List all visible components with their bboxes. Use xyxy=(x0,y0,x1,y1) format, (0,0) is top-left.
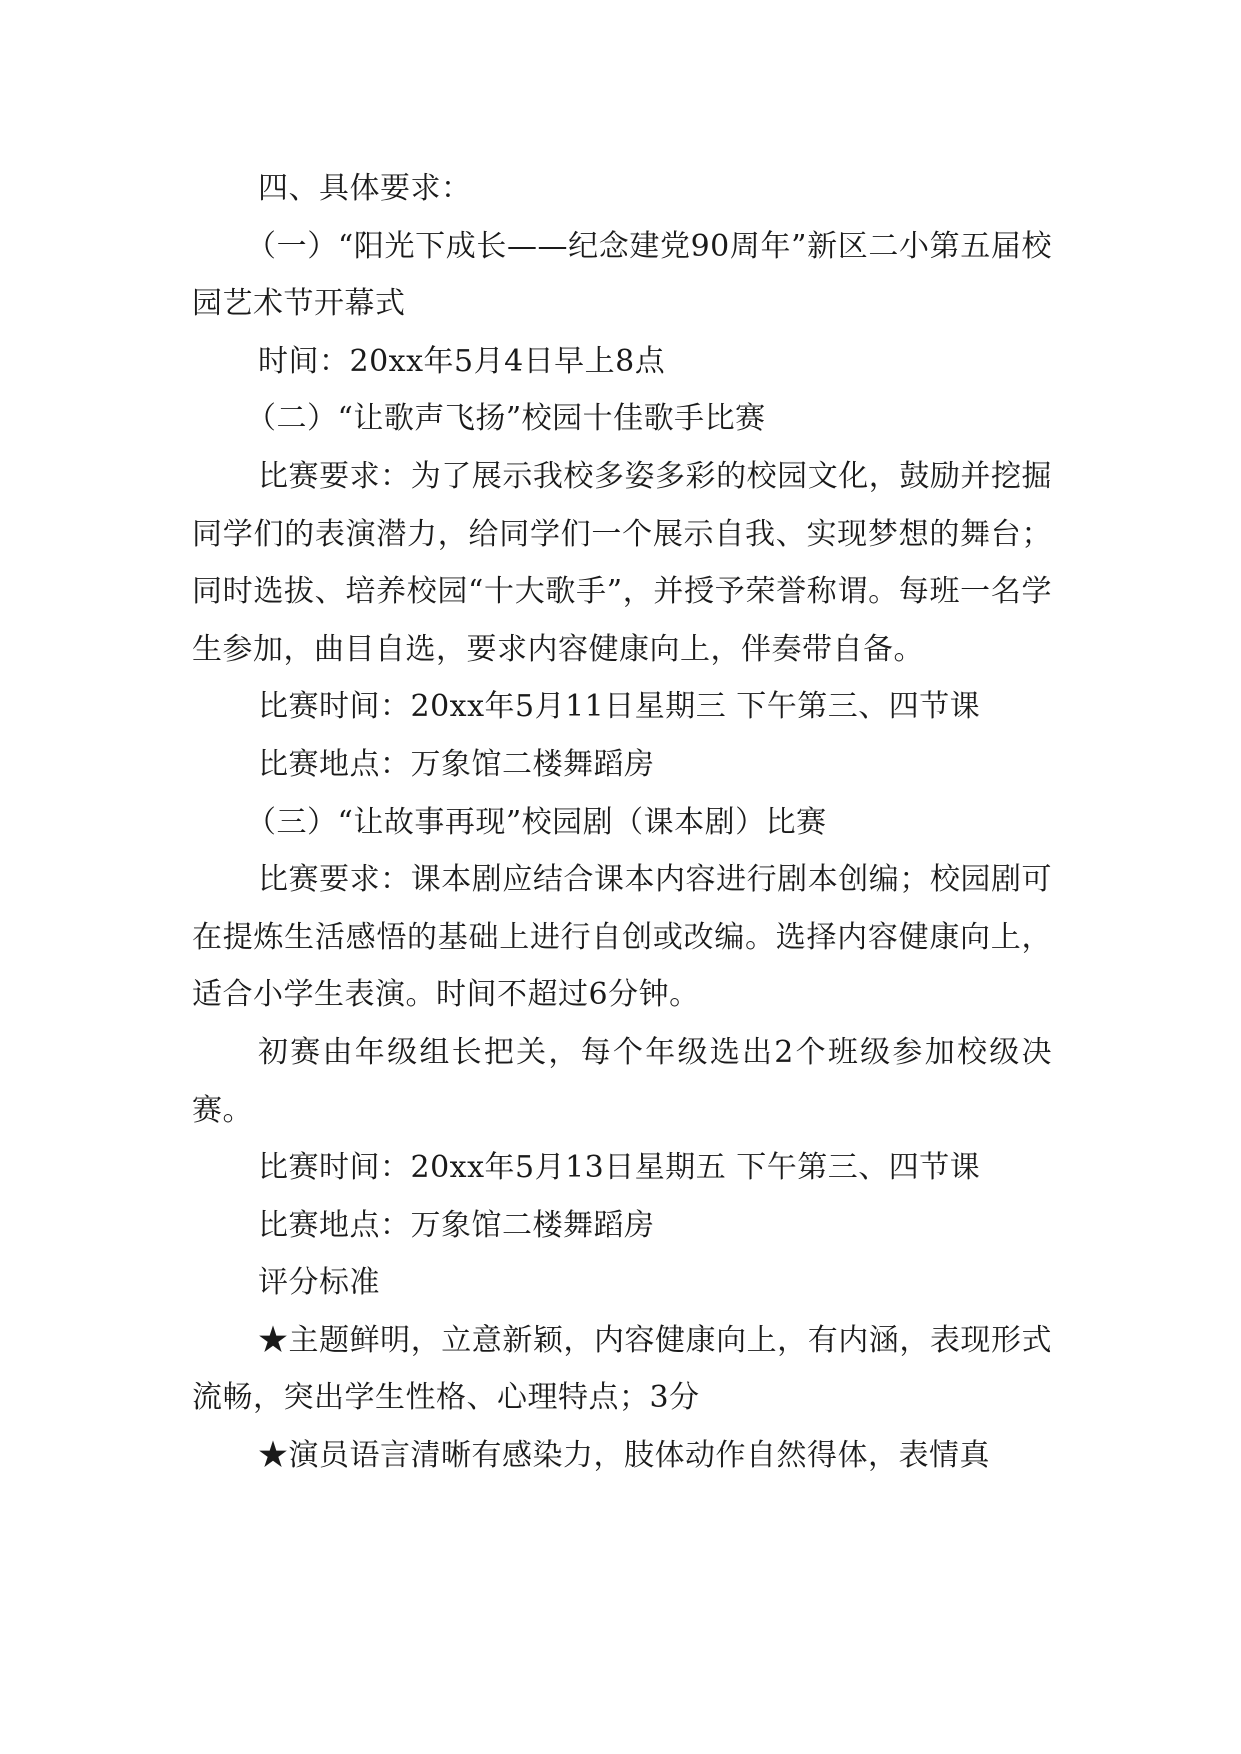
paragraph: 初赛由年级组长把关，每个年级选出2个班级参加校级决赛。 xyxy=(192,1034,1052,1128)
paragraph: 比赛地点：万象馆二楼舞蹈房 xyxy=(258,1207,655,1243)
subsection-heading: （三）“让故事再现”校园剧（课本剧）比赛 xyxy=(246,804,827,840)
subsection-heading: （二）“让歌声飞扬”校园十佳歌手比赛 xyxy=(246,401,766,437)
paragraph: 时间：20xx年5月4日早上8点 xyxy=(258,343,666,379)
paragraph: 评分标准 xyxy=(258,1265,380,1301)
document-body xyxy=(192,160,1052,1485)
subsection-heading: （一）“阳光下成长——纪念建党90周年”新区二小第五届校园艺术节开幕式 xyxy=(192,228,1052,322)
list-item: ★演员语言清晰有感染力，肢体动作自然得体，表情真 xyxy=(258,1438,990,1474)
list-item: ★主题鲜明，立意新颖，内容健康向上，有内涵，表现形式流畅，突出学生性格、心理特点；3分 xyxy=(192,1322,1052,1416)
section-heading: 四、具体要求： xyxy=(258,171,472,206)
paragraph: 比赛要求：为了展示我校多姿多彩的校园文化，鼓励并挖掘同学们的表演潜力，给同学们一个展示自我、实现梦想的舞台；同时选拔、培养校园“十大歌手”，并授予荣誉称谓。每班一名学生参加，曲目自选，要求内容健康向上，伴奏带自备。 xyxy=(192,458,1052,667)
paragraph: 比赛时间：20xx年5月13日星期五 下午第三、四节课 xyxy=(258,1150,981,1186)
paragraph: 比赛要求：课本剧应结合课本内容进行剧本创编；校园剧可在提炼生活感悟的基础上进行自创或改编。选择内容健康向上，适合小学生表演。时间不超过6分钟。 xyxy=(192,862,1052,1013)
paragraph: 比赛地点：万象馆二楼舞蹈房 xyxy=(258,746,655,782)
paragraph: 比赛时间：20xx年5月11日星期三 下午第三、四节课 xyxy=(258,689,981,725)
